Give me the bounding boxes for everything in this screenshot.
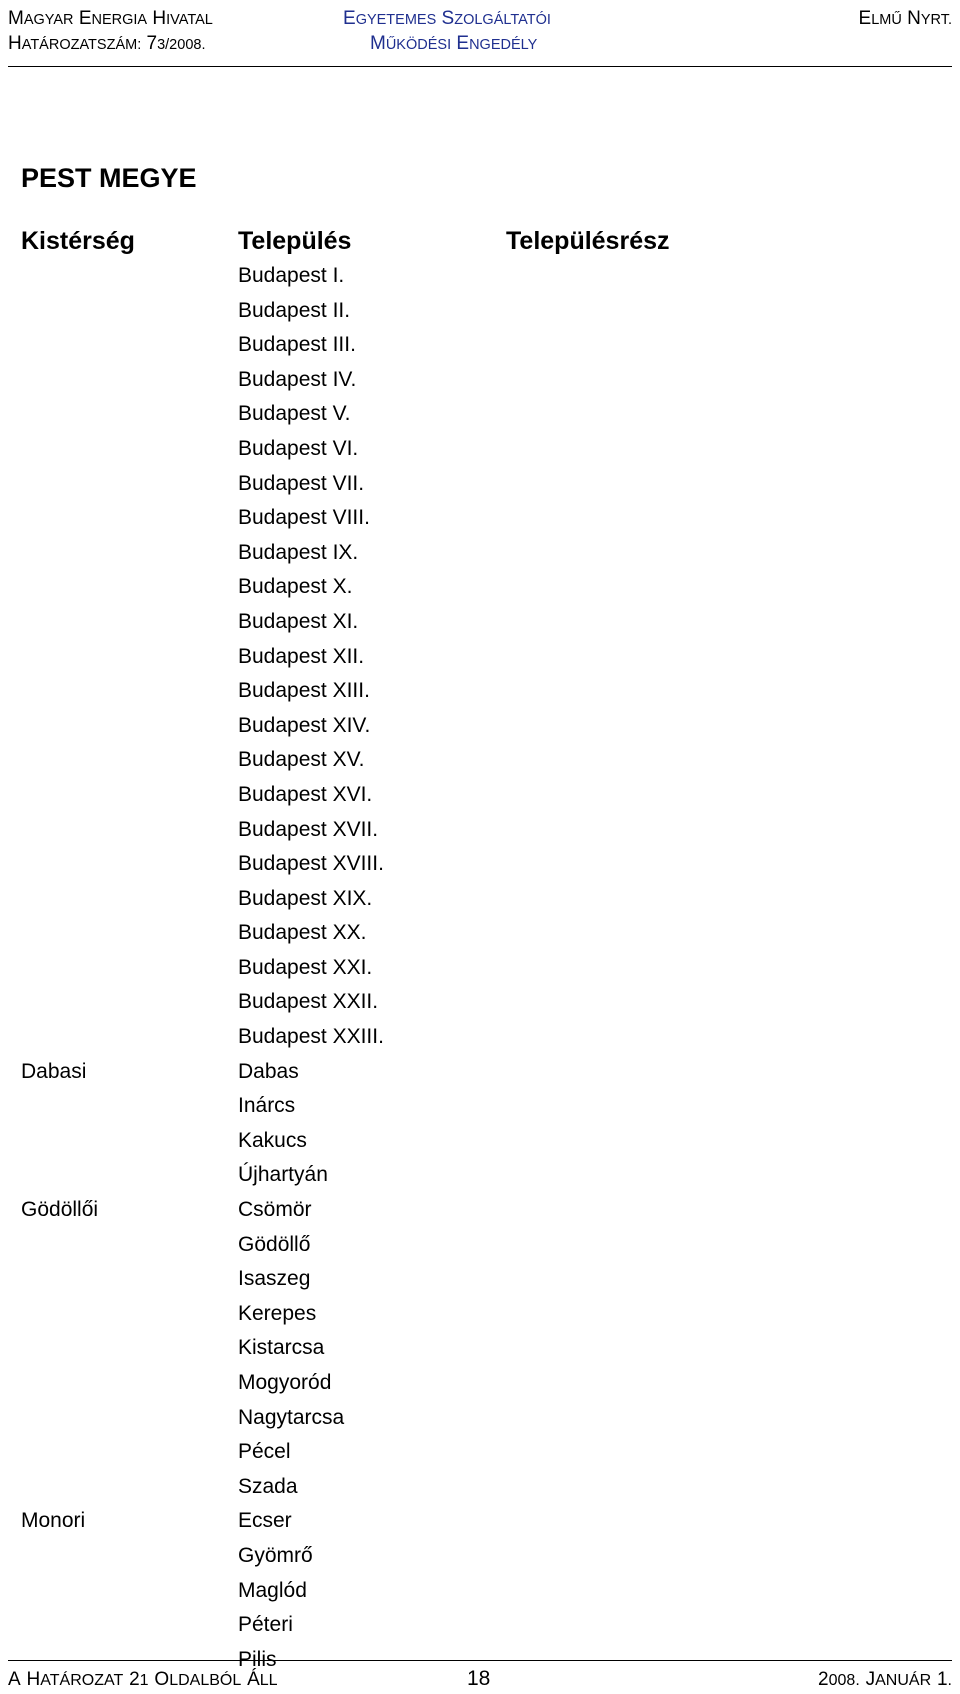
table-row — [0, 1608, 960, 1643]
footer-divider — [8, 1660, 952, 1661]
table-row — [0, 1331, 960, 1366]
table-row — [0, 813, 960, 848]
footer-page-count — [8, 1666, 278, 1694]
table-row — [0, 1504, 960, 1539]
table-row — [0, 467, 960, 502]
header-license-title-text: EGYETEMES SZOLGÁLTATÓI — [343, 8, 551, 29]
telepules-cell: Maglód — [238, 1578, 307, 1602]
table-row — [0, 1020, 960, 1055]
header-divider — [8, 66, 952, 67]
table-row — [0, 847, 960, 882]
footer-page-number: 18 — [467, 1667, 491, 1690]
table-row — [0, 1228, 960, 1263]
table-row — [0, 536, 960, 571]
footer-page-count-text: A HATÁROZAT 21 OLDALBÓL ÁLL — [8, 1669, 278, 1690]
table-row — [0, 1366, 960, 1401]
table-row — [0, 1158, 960, 1193]
telepules-cell: Ecser — [238, 1509, 292, 1533]
telepules-cell: Dabas — [238, 1059, 299, 1083]
kisterseg-cell: Dabasi — [21, 1059, 87, 1083]
telepules-cell: Budapest XVI. — [238, 782, 373, 806]
header-decision-number-text: HATÁROZATSZÁM: 73/2008. — [8, 33, 206, 54]
telepules-cell: Budapest XI. — [238, 609, 359, 633]
table-row — [0, 743, 960, 778]
region-title: PEST MEGYE — [21, 163, 197, 193]
telepules-cell: Budapest IV. — [238, 367, 357, 391]
table-row — [0, 1470, 960, 1505]
kisterseg-cell: Monori — [21, 1509, 86, 1533]
telepules-cell: Budapest XVIII. — [238, 852, 384, 876]
table-row — [0, 328, 960, 363]
header-company-text: ELMŰ NYRT. — [858, 8, 952, 29]
telepules-cell: Budapest XIX. — [238, 886, 373, 910]
telepules-cell: Kerepes — [238, 1301, 317, 1325]
telepules-cell: Budapest IX. — [238, 540, 359, 564]
header-company — [859, 8, 953, 31]
settlement-table — [0, 259, 960, 1677]
table-row — [0, 259, 960, 294]
table-row — [0, 709, 960, 744]
header-decision-number — [8, 33, 205, 56]
telepules-cell: Nagytarcsa — [238, 1405, 345, 1429]
telepules-cell: Budapest XXI. — [238, 955, 373, 979]
table-row — [0, 778, 960, 813]
table-row — [0, 1401, 960, 1436]
telepules-cell: Szada — [238, 1474, 298, 1498]
telepules-cell: Budapest III. — [238, 333, 356, 357]
telepules-cell: Budapest XXII. — [238, 990, 379, 1014]
telepules-cell: Kakucs — [238, 1128, 307, 1152]
telepules-cell: Budapest II. — [238, 298, 351, 322]
table-row — [0, 1574, 960, 1609]
telepules-cell: Budapest X. — [238, 575, 353, 599]
header-issuer — [8, 8, 213, 31]
table-row — [0, 432, 960, 467]
table-row — [0, 1297, 960, 1332]
table-row — [0, 882, 960, 917]
header-license-subtitle-text: MŰKÖDÉSI ENGEDÉLY — [370, 33, 538, 54]
telepules-cell: Mogyoród — [238, 1371, 332, 1394]
telepules-cell: Gyömrő — [238, 1543, 313, 1567]
table-row — [0, 1055, 960, 1090]
footer-date — [818, 1666, 952, 1694]
table-row — [0, 674, 960, 709]
telepules-cell: Budapest VIII. — [238, 506, 370, 530]
column-header-telepulesresz: Településrész — [506, 227, 670, 255]
table-row — [0, 1435, 960, 1470]
table-row — [0, 1089, 960, 1124]
footer-date-text: 2008. JANUÁR 1. — [818, 1669, 952, 1690]
table-row — [0, 1124, 960, 1159]
telepules-cell: Pilis — [238, 1647, 277, 1671]
telepules-cell: Budapest XII. — [238, 644, 365, 668]
telepules-cell: Gödöllő — [238, 1232, 311, 1256]
telepules-cell: Budapest XXIII. — [238, 1025, 384, 1049]
telepules-cell: Inárcs — [238, 1094, 296, 1118]
table-row — [0, 1193, 960, 1228]
column-header-kisterseg: Kistérség — [21, 227, 135, 255]
telepules-cell: Isaszeg — [238, 1267, 311, 1291]
header-license-title — [343, 8, 551, 31]
column-header-telepules: Település — [238, 227, 352, 255]
header-issuer-text: MAGYAR ENERGIA HIVATAL — [8, 8, 213, 29]
telepules-cell: Budapest VII. — [238, 471, 365, 495]
table-row — [0, 640, 960, 675]
telepules-cell: Budapest XVII. — [238, 817, 379, 841]
telepules-cell: Csömör — [238, 1198, 312, 1222]
telepules-cell: Budapest V. — [238, 402, 351, 426]
telepules-cell: Budapest VI. — [238, 436, 359, 460]
telepules-cell: Kistarcsa — [238, 1336, 325, 1360]
table-row — [0, 605, 960, 640]
table-row — [0, 363, 960, 398]
table-row — [0, 951, 960, 986]
table-row — [0, 570, 960, 605]
telepules-cell: Péteri — [238, 1613, 293, 1637]
telepules-cell: Pécel — [238, 1440, 291, 1464]
telepules-cell: Újhartyán — [238, 1163, 328, 1187]
telepules-cell: Budapest XIV. — [238, 713, 371, 737]
table-row — [0, 1262, 960, 1297]
table-row — [0, 501, 960, 536]
header-license-subtitle — [370, 33, 537, 56]
telepules-cell: Budapest XIII. — [238, 679, 370, 703]
table-row — [0, 294, 960, 329]
table-row — [0, 397, 960, 432]
telepules-cell: Budapest XX. — [238, 921, 367, 945]
table-row — [0, 916, 960, 951]
table-row — [0, 1539, 960, 1574]
telepules-cell: Budapest XV. — [238, 748, 365, 772]
kisterseg-cell: Gödöllői — [21, 1198, 99, 1222]
telepules-cell: Budapest I. — [238, 264, 345, 287]
table-row — [0, 985, 960, 1020]
